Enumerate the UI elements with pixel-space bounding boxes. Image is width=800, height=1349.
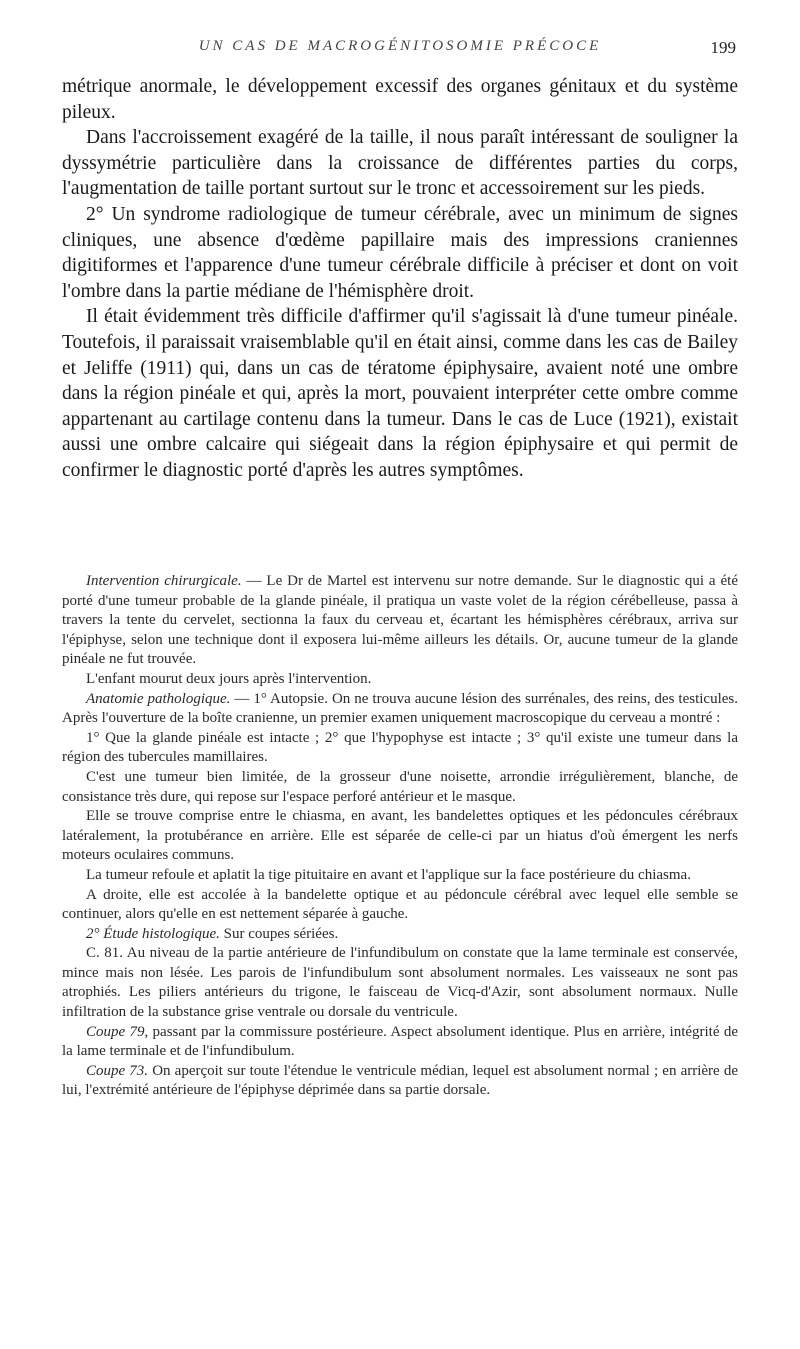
case-report-section: [62, 572, 738, 1101]
note-paragraph: [62, 866, 738, 886]
note-text: 1° Que la glande pinéale est intacte ; 2° que l'hypophyse est intacte ; 3° qu'il existe une tumeur dans la région des tubercules mamillaires.: [62, 729, 738, 766]
note-paragraph: [62, 925, 738, 945]
running-title: UN CAS DE MACROGÉNITOSOMIE PRÉCOCE: [198, 38, 602, 54]
note-text: Elle se trouve comprise entre le chiasma, en avant, les bandelettes optiques et les pédoncules cérébraux latéralement, la protubérance en arrière. Elle est séparée de celle-ci par un hiatus d'où émergent les nerfs moteurs oculaires communs.: [62, 808, 738, 864]
paragraph: Il était évidemment très difficile d'affirmer qu'il s'agissait là d'une tumeur pinéale. Toutefois, il paraissait vraisemblable qu'il en était ainsi, comme dans les cas de Bailey et Jeliffe (1911) qui, dans un cas de tératome épiphysaire, avaient noté une ombre dans la région pinéale et qui, après la mort, pouvaient interpréter cette ombre comme appartenant au cartilage contenu dans la tumeur. Dans le cas de Luce (1921), existait aussi une ombre calcaire qui siégeait dans la région épiphysaire et qui permit de confirmer le diagnostic porté d'après les autres symptômes.: [62, 306, 738, 481]
note-text: — 1° Autopsie. On ne trouva aucune lésion des surrénales, des reins, des testicules. Après l'ouverture de la boîte cranienne, un premier examen uniquement macroscopique du cerveau a montré :: [62, 690, 738, 727]
note-text: — Le Dr de Martel est intervenu sur notre demande. Sur le diagnostic qui a été porté d'une tumeur probable de la glande pinéale, il pratiqua un vaste volet de la région cérébelleuse, passa à travers la tente du cervelet, sectionna la faux du cerveau et, écartant les hémisphères cérébraux, arriva sur l'épiphyse, selon une technique dont il exposera lui-même ailleurs les détails. Or, aucune tumeur de la glande pinéale ne fut trouvée.: [62, 573, 738, 668]
note-text: Sur coupes sériées.: [219, 925, 339, 942]
note-lead: Anatomie pathologique.: [86, 690, 231, 707]
running-head: [64, 38, 736, 60]
note-paragraph: [62, 1062, 738, 1101]
note-lead: Coupe 79,: [86, 1023, 149, 1040]
note-paragraph: [62, 1023, 738, 1062]
paragraph: métrique anormale, le développement excessif des organes génitaux et du système pileux.: [62, 76, 738, 123]
note-paragraph: [62, 690, 738, 729]
note-text: L'enfant mourut deux jours après l'intervention.: [86, 670, 372, 687]
paragraph: Dans l'accroissement exagéré de la taille, il nous paraît intéressant de souligner la dyssymétrie particulière dans la croissance de différentes parties du corps, l'augmentation de taille portant surtout sur le tronc et accessoirement sur les pieds.: [62, 127, 738, 200]
note-paragraph: [62, 768, 738, 807]
page-number: 199: [710, 38, 736, 57]
paragraph: 2° Un syndrome radiologique de tumeur cérébrale, avec un minimum de signes cliniques, une absence d'œdème papillaire mais des impressions craniennes digitiformes et l'apparence d'une tumeur cérébrale difficile à préciser et dont on voit l'ombre dans la partie médiane de l'hémisphère droit.: [62, 203, 738, 302]
note-text: C. 81. Au niveau de la partie antérieure de l'infundibulum on constate que la lame terminale est conservée, mince mais non lésée. Les parois de l'infundibulum sont absolument normales. Les vaisseaux ne sont pas atrophiés. Les piliers antérieurs du trigone, le faisceau de Vicq-d'Azir, sont absolument normaux. Nulle infiltration de la substance grise ventrale ou dorsale du ventricule.: [62, 945, 738, 1021]
note-lead: 2° Étude histologique.: [86, 925, 220, 942]
note-lead: Coupe 73.: [86, 1062, 149, 1079]
note-text: C'est une tumeur bien limitée, de la grosseur d'une noisette, arrondie irrégulièrement, blanche, de consistance très dure, qui repose sur l'espace perforé antérieur et le masque.: [62, 768, 738, 805]
note-text: La tumeur refoule et aplatit la tige pituitaire en avant et l'applique sur la face postérieure du chiasma.: [86, 866, 691, 883]
note-paragraph: [62, 572, 738, 670]
note-paragraph: [62, 886, 738, 925]
note-text: passant par la commissure postérieure. Aspect absolument identique. Plus en arrière, intégrité de la lame terminale et de l'infundibulum.: [62, 1023, 738, 1060]
note-paragraph: [62, 670, 738, 690]
body-text: [62, 74, 738, 484]
note-paragraph: [62, 729, 738, 768]
note-text: On aperçoit sur toute l'étendue le ventricule médian, lequel est absolument normal ; en arrière de lui, l'extrémité antérieure de l'épiphyse déprimée dans sa partie dorsale.: [62, 1062, 739, 1099]
note-lead: Intervention chirurgicale.: [86, 573, 242, 589]
note-paragraph: [62, 807, 738, 866]
note-text: A droite, elle est accolée à la bandelette optique et au pédoncule cérébral avec lequel elle semble se continuer, alors qu'elle en est nettement séparée à gauche.: [62, 886, 738, 923]
note-paragraph: [62, 944, 738, 1022]
